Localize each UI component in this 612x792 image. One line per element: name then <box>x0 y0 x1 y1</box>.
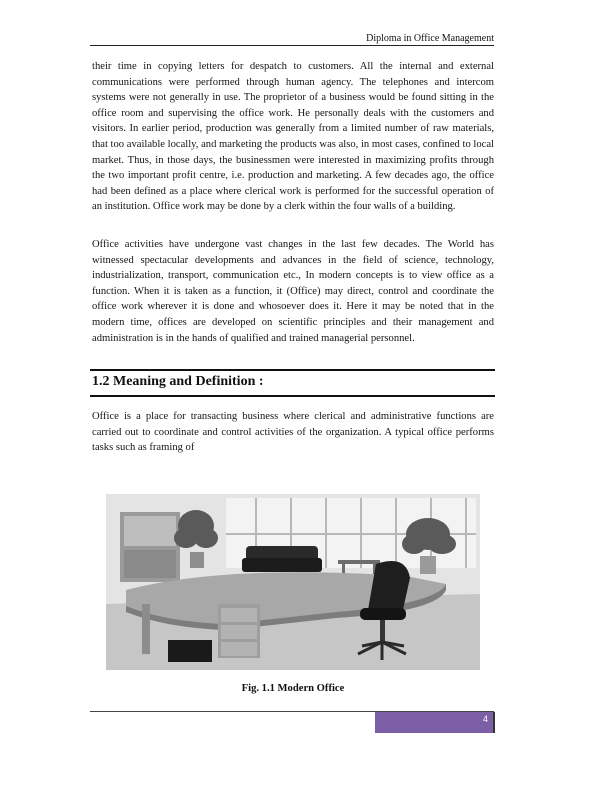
office-photo <box>106 494 480 670</box>
page-number-box <box>375 712 493 733</box>
footer-tick <box>493 712 495 733</box>
page-number: 4 <box>482 714 488 724</box>
running-header: Diploma in Office Management <box>366 33 494 44</box>
figure-caption: Fig. 1.1 Modern Office <box>241 683 345 694</box>
section-rule-bottom <box>90 395 495 397</box>
body-paragraph-2: Office activities have undergone vast changes in the last few decades. The World has witnessed spectacular developments and advances in the field of science, technology, industrialization, transport, communication etc., In modern concepts is to view office as a function. When it is taken as a function, it (Office) may direct, control and coordinate the office work wherever it is done and whosoever does it. Here it may be noted that in the modern time, offices are developed on scientific principles and their management and administration is in the hands of qualified and trained managerial personnel. <box>92 239 494 344</box>
body-paragraph-1: their time in copying letters for despatch to customers. All the internal and external communications were performed through human agency. The telephones and intercom systems were not generally in use. The proprietor of a business would be found sitting in the office room and supervising the office work. He personally deals with the customers and visitors. In earlier period, production was generally from a limited number of raw materials, that too available locally, and marketing the products was also, in most cases, confined to local market. Thus, in those days, the businessmen were interested in maximizing profits through the two important profit centre, i.e. production and marketing. A few decades ago, the office had been defined as a place where clerical work is performed for the successful operation of an institution. Office work may be done by a clerk within the four walls of a building. <box>92 61 494 213</box>
office-photo-illustration <box>106 494 480 670</box>
section-heading: 1.2 Meaning and Definition : <box>92 374 264 389</box>
body-paragraph-3: Office is a place for transacting business where clerical and administrative functions are carried out to coordinate and control activities of the organization. A typical office performs tasks such as framing of <box>92 411 494 454</box>
section-rule-top <box>90 369 495 371</box>
header-rule <box>90 45 494 46</box>
